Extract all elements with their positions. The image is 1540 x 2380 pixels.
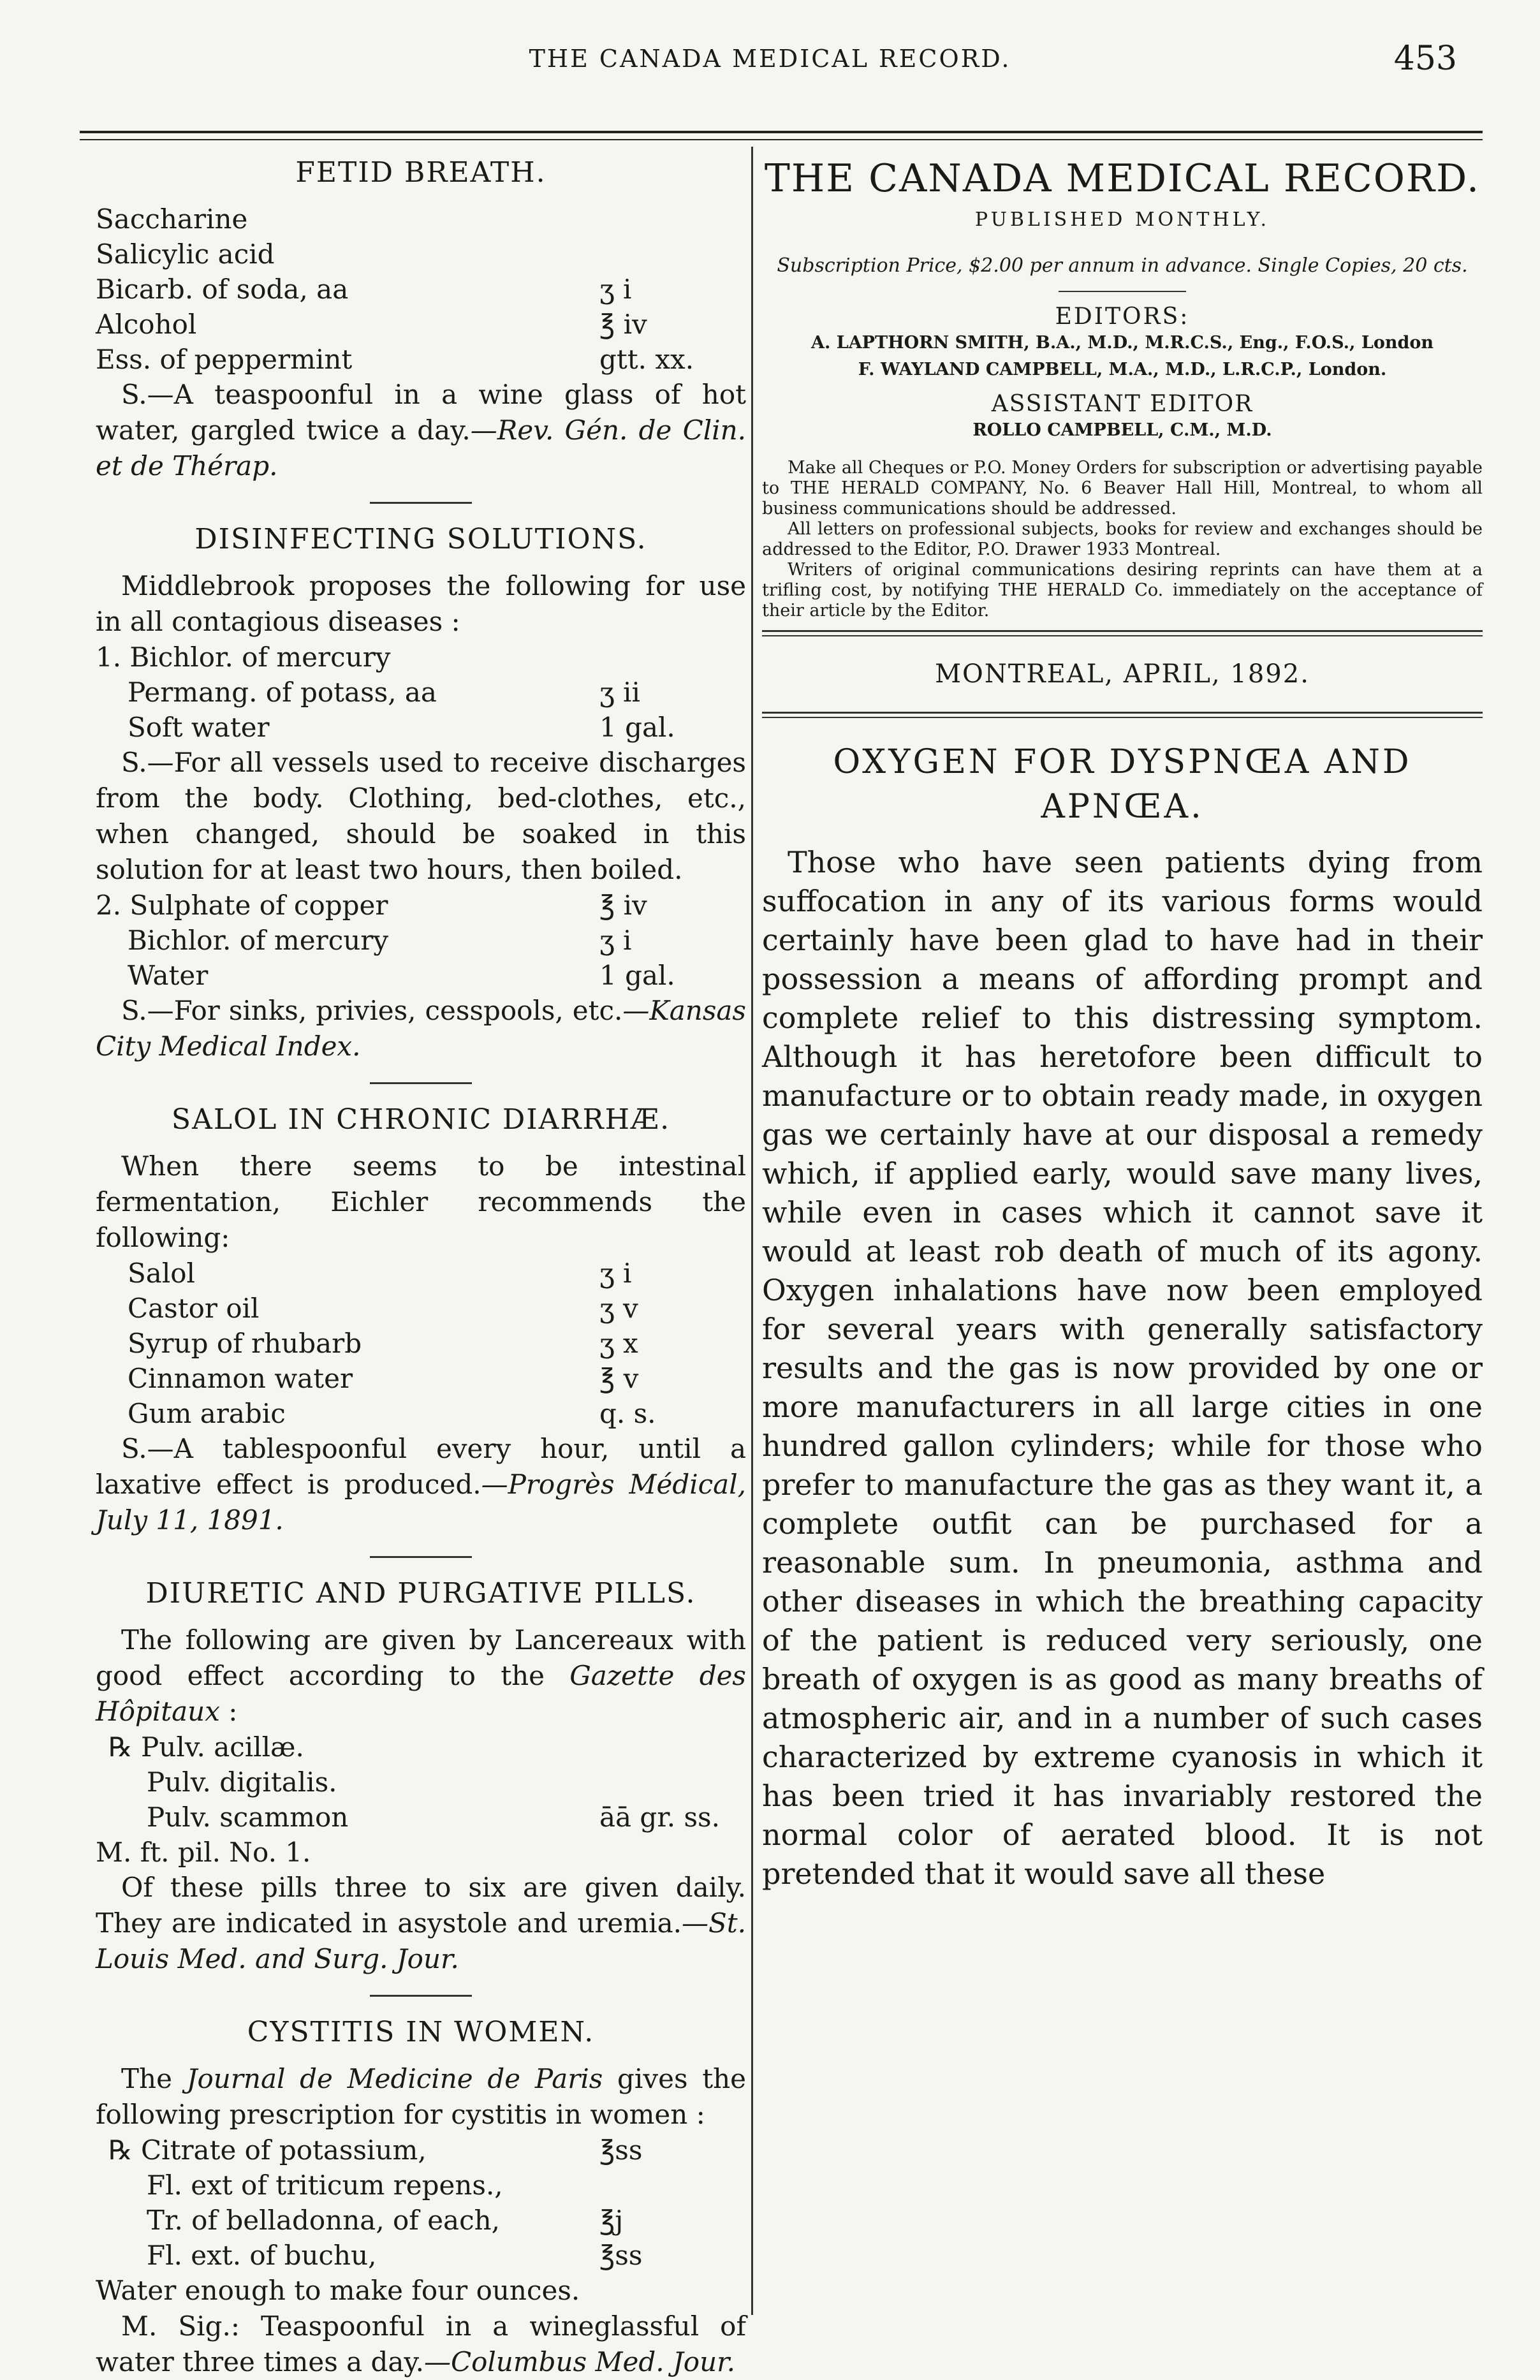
masthead bbox=[762, 156, 1483, 636]
section-title: FETID BREATH. bbox=[295, 156, 546, 189]
citation: —Rev. Gén. de Clin. et de Thérap. bbox=[96, 415, 746, 481]
editors-label: EDITORS: bbox=[1055, 304, 1190, 330]
section-title: DIURETIC AND PURGATIVE PILLS. bbox=[145, 1577, 696, 1610]
notice-text: All letters on professional subjects, books for review and exchanges should be addressed to the Editor, P.O. Drawer 1933 Montreal. bbox=[762, 519, 1483, 559]
rx-line: Bicarb. of soda, aa ʒ i bbox=[96, 274, 632, 305]
intro-text: The Journal de Medicine de Paris gives the following prescription for cystitis in women : bbox=[96, 2063, 747, 2130]
rx-line: Water 1 gal. bbox=[128, 960, 675, 991]
editor-name: F. WAYLAND CAMPBELL, M.A., M.D., L.R.C.P., London. bbox=[858, 360, 1387, 379]
section-divider bbox=[370, 502, 472, 504]
rx-line: ℞ Citrate of potassium, ℥ss bbox=[108, 2134, 643, 2166]
section-divider bbox=[370, 1995, 472, 1997]
rx-line: Fl. ext. of buchu, ℥ss bbox=[147, 2240, 643, 2271]
rx-line: Salol ʒ i bbox=[128, 1258, 632, 1289]
masthead-rule-thin bbox=[762, 635, 1483, 636]
citation: Gazette des Hôpitaux bbox=[96, 1660, 746, 1727]
section-fetid-breath bbox=[96, 156, 746, 504]
running-head bbox=[0, 40, 1540, 83]
section-title: SALOL IN CHRONIC DIARRHÆ. bbox=[171, 1103, 671, 1136]
body-text: Water enough to make four ounces. bbox=[96, 2275, 580, 2306]
rx-line: M. ft. pil. No. 1. bbox=[96, 1837, 311, 1868]
signa-text: S.—For sinks, privies, cesspools, etc.—Kansas City Medical Index. bbox=[96, 995, 746, 1062]
rx-line: Tr. of belladonna, of each, ℥j bbox=[147, 2205, 624, 2236]
rx-line: Alcohol ℥ iv bbox=[96, 309, 647, 340]
notice-block bbox=[762, 458, 1483, 621]
left-column bbox=[96, 156, 746, 2380]
rx-line: Bichlor. of mercury ʒ i bbox=[128, 925, 632, 956]
masthead-rule bbox=[762, 630, 1483, 632]
rx-line: Pulv. scammon āā gr. ss. bbox=[147, 1802, 720, 1833]
article-title: OXYGEN FOR DYSPNŒA AND APNŒA. bbox=[833, 743, 1412, 826]
section-title: CYSTITIS IN WOMEN. bbox=[247, 2016, 595, 2048]
article-body: Those who have seen patients dying from suffocation in any of its various forms would certainly have been glad to have had in their possession a means of affording prompt and complete relief to this distressing symptom. Although it has heretofore been difficult to manufacture or to obtain ready made, in oxygen gas we certainly have at our disposal a remedy which, if applied early, would save many lives, while even in cases which it cannot save it would at least rob death of much of its agony. Oxygen inhalations have now been employed for several years with generally satisfactory results and the gas is now provided by one or more manufacturers in all large cities in one hundred gallon cylinders; while for those who prefer to manufacture the gas as they want it, a complete outfit can be purchased for a reasonable sum. In pneumonia, asthma and other diseases in which the breathing capacity of the patient is reduced very seriously, one breath of oxygen is as good as many breaths of atmospheric air, and in a number of such cases characterized by extreme cyanosis in which it has been tried it has invariably restored the normal color of aerated blood. It is not pretended that it would save all these bbox=[762, 845, 1483, 1891]
signa-text: S.—A tablespoonful every hour, until a laxative effect is produced.—Progrès Médical, July 11, 1891. bbox=[96, 1433, 746, 1536]
masthead-divider bbox=[1059, 291, 1186, 292]
header-rule-thin bbox=[80, 139, 1483, 140]
header-rule bbox=[80, 131, 1483, 133]
signa-text: S.—For all vessels used to receive discharges from the body. Clothing, bed-clothes, etc., when changed, should be soaked in this solution for at least two hours, then boiled. bbox=[96, 747, 746, 885]
signa-text: S.—A teaspoonful in a wine glass of hot water, gargled twice a day.—Rev. Gén. de Clin. et de Thérap. bbox=[96, 379, 746, 481]
rx-line: 1. Bichlor. of mercury bbox=[96, 642, 391, 673]
rx-line: 2. Sulphate of copper ℥ iv bbox=[96, 890, 647, 921]
rx-line: ℞ Pulv. acillæ. bbox=[108, 1731, 304, 1763]
subscription-price: Subscription Price, $2.00 per annum in advance. Single Copies, 20 cts. bbox=[777, 254, 1468, 277]
section-divider bbox=[370, 1082, 472, 1084]
section-divider bbox=[370, 1556, 472, 1558]
section-disinfecting-solutions bbox=[96, 523, 746, 1084]
citation: —Progrès Médical, July 11, 1891. bbox=[96, 1469, 746, 1536]
rx-line: Salicylic acid bbox=[96, 239, 275, 270]
citation: —St. Louis Med. and Surg. Jour. bbox=[96, 1907, 746, 1974]
rx-line: Syrup of rhubarb ʒ x bbox=[128, 1328, 638, 1359]
masthead-subtitle: PUBLISHED MONTHLY. bbox=[974, 209, 1270, 231]
citation: —Kansas City Medical Index. bbox=[96, 995, 746, 1062]
page-number: 453 bbox=[1393, 40, 1457, 78]
masthead-title: THE CANADA MEDICAL RECORD. bbox=[764, 156, 1481, 201]
section-cystitis bbox=[96, 2016, 746, 2380]
dateline-rule-thin bbox=[762, 717, 1483, 718]
assistant-editor-label: ASSISTANT EDITOR bbox=[991, 391, 1254, 417]
rx-line: Soft water 1 gal. bbox=[128, 712, 675, 743]
signa-text: M. Sig.: Teaspoonful in a wineglassful of water three times a day.—Columbus Med. Jour. bbox=[96, 2310, 746, 2377]
assistant-editor-name: ROLLO CAMPBELL, C.M., M.D. bbox=[972, 420, 1272, 440]
section-diuretic-pills bbox=[96, 1577, 746, 1997]
body-text: Of these pills three to six are given daily. They are indicated in asystole and uremia.—St. Louis Med. and Surg. Jour. bbox=[96, 1872, 746, 1974]
dateline: MONTREAL, APRIL, 1892. bbox=[935, 659, 1310, 689]
dateline-rule bbox=[762, 712, 1483, 714]
rx-line: Saccharine bbox=[96, 203, 248, 235]
section-title: DISINFECTING SOLUTIONS. bbox=[194, 523, 647, 555]
intro-text: When there seems to be intestinal fermentation, Eichler recommends the following: bbox=[96, 1150, 746, 1253]
intro-text: The following are given by Lancereaux with good effect according to the Gazette des Hôpitaux : bbox=[96, 1624, 746, 1727]
column-divider bbox=[751, 147, 753, 2315]
right-column bbox=[762, 156, 1483, 1893]
citation: —Columbus Med. Jour. bbox=[423, 2346, 735, 2377]
rx-line: Cinnamon water ℥ v bbox=[128, 1363, 639, 1394]
citation: Journal de Medicine de Paris bbox=[186, 2063, 603, 2094]
section-salol bbox=[96, 1103, 746, 1558]
intro-text: Middlebrook proposes the following for use in all contagious diseases : bbox=[96, 570, 746, 637]
rx-line: Gum arabic q. s. bbox=[128, 1398, 656, 1429]
editorial-article bbox=[762, 740, 1483, 1893]
rx-line: Pulv. digitalis. bbox=[147, 1767, 337, 1798]
rx-line: Fl. ext of triticum repens., bbox=[147, 2170, 503, 2201]
notice-text: Writers of original communications desiring reprints can have them at a trifling cost, by notifying THE HERALD Co. immediately on the acceptance of their article by the Editor. bbox=[762, 560, 1483, 621]
rx-line: Permang. of potass, aa ʒ ii bbox=[128, 677, 640, 708]
rx-line: Castor oil ʒ v bbox=[128, 1293, 638, 1324]
rx-line: Ess. of peppermint gtt. xx. bbox=[96, 344, 694, 375]
notice-text: Make all Cheques or P.O. Money Orders for subscription or advertising payable to THE HERALD COMPANY, No. 6 Beaver Hall Hill, Montreal, to whom all business communications should be addressed. bbox=[762, 458, 1483, 518]
running-title: THE CANADA MEDICAL RECORD. bbox=[529, 45, 1011, 73]
editor-name: A. LAPTHORN SMITH, B.A., M.D., M.R.C.S., Eng., F.O.S., London bbox=[811, 333, 1434, 353]
